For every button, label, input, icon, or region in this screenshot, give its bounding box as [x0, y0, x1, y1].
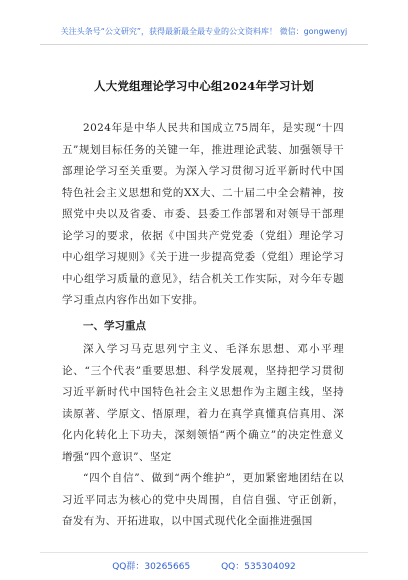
- section-heading: 一、学习重点: [83, 319, 146, 332]
- header-divider: [40, 44, 368, 45]
- document-body: [62, 118, 344, 533]
- footer-qq: QQ：535304092: [221, 562, 296, 572]
- header-promo-note: 关注头条号“公文研究”，获得最新最全最专业的公文资料库！ 微信：gongwenyj: [60, 27, 348, 36]
- section-paragraph: 深入学习马克思列宁主义、毛泽东思想、邓小平理论、“三个代表”重要思想、科学发展观，坚持把学习贯彻习近平新时代中国特色社会主义思想作为主题主线，坚持读原著、学原文、悟原理，着力在真学真懂真信真用、深化内化转化上下功夫，深刻领悟“两个确立”的决定性意义增强“四个意识”、坚定: [62, 343, 344, 463]
- footer-qq-group: QQ群：30265665: [112, 562, 191, 572]
- footer-contact: [40, 552, 368, 572]
- intro-paragraph: 2024年是中华人民共和国成立75周年，是实现“十四五”规划目标任务的关键一年，推进理论武装、加强领导干部理论学习至关重要。为深入学习贯彻习近平新时代中国特色社会主义思想和党的XX大、二十届二中全会精神，按照党中央以及省委、市委、县委工作部署和对领导干部理论学习的要求，依据《中国共产党党委（党组）理论学习中心组学习规则》《关于进一步提高党委（党组）理论学习中心组学习质量的意见》，结合机关工作实际，对今年专题学习重点内容作出如下安排。: [62, 122, 344, 306]
- section-paragraph: “四个自信”、做到“两个维护”，更加紧密地团结在以习近平同志为核心的党中央周围，自信自强、守正创新，奋发有为、开拓进取，以中国式现代化全面推进强国: [62, 472, 344, 527]
- document-title: 人大党组理论学习中心组2024年学习计划: [93, 79, 314, 93]
